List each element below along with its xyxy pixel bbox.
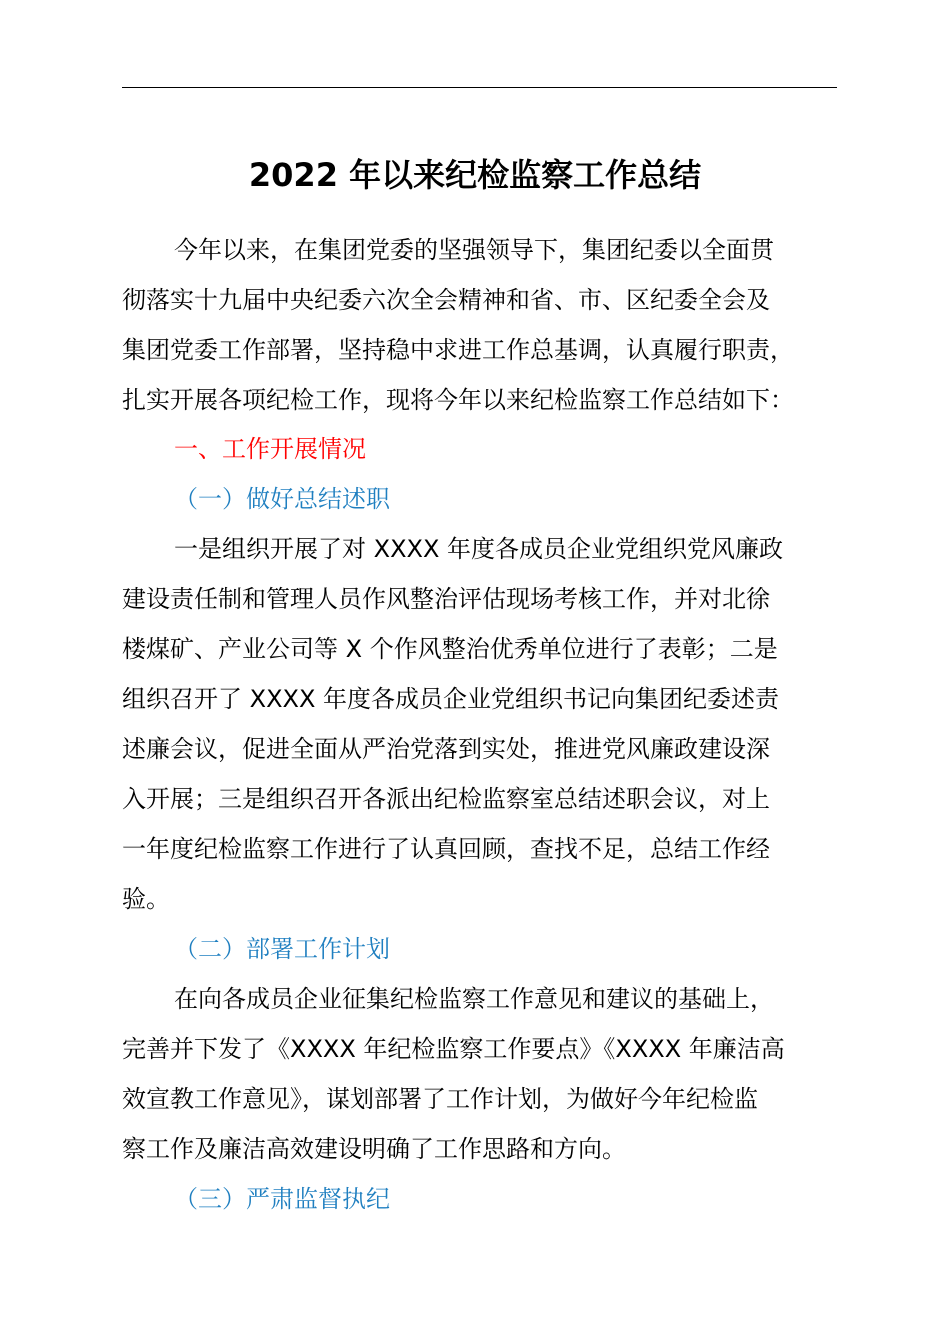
paragraph-line: 在向各成员企业征集纪检监察工作意见和建议的基础上， [174, 985, 774, 1013]
section-heading: 一、工作开展情况 [174, 435, 366, 463]
paragraph-line: 今年以来，在集团党委的坚强领导下，集团纪委以全面贯 [174, 236, 774, 264]
paragraph-line: 扎实开展各项纪检工作，现将今年以来纪检监察工作总结如下： [122, 386, 794, 414]
paragraph-line: 楼煤矿、产业公司等 X 个作风整治优秀单位进行了表彰；二是 [122, 635, 778, 663]
paragraph-line: 效宣教工作意见》，谋划部署了工作计划，为做好今年纪检监 [122, 1085, 758, 1113]
paragraph-line: 验。 [122, 885, 170, 913]
paragraph-line: 彻落实十九届中央纪委六次全会精神和省、市、区纪委全会及 [122, 286, 770, 314]
paragraph-line: 入开展；三是组织召开各派出纪检监察室总结述职会议，对上 [122, 785, 770, 813]
document-title: 2022 年以来纪检监察工作总结 [248, 156, 702, 194]
header-rule [122, 87, 837, 88]
intro-paragraph [122, 225, 844, 425]
paragraph-line: 完善并下发了《XXXX 年纪检监察工作要点》《XXXX 年廉洁高 [122, 1035, 785, 1063]
paragraph-line: 建设责任制和管理人员作风整治评估现场考核工作，并对北徐 [122, 585, 770, 613]
subsection-heading: （二）部署工作计划 [174, 935, 390, 963]
paragraph-line: 集团党委工作部署，坚持稳中求进工作总基调，认真履行职责， [122, 336, 794, 364]
paragraph-line: 察工作及廉洁高效建设明确了工作思路和方向。 [122, 1135, 626, 1163]
paragraph-line: 组织召开了 XXXX 年度各成员企业党组织书记向集团纪委述责 [122, 685, 780, 713]
paragraph-line: 一是组织开展了对 XXXX 年度各成员企业党组织党风廉政 [174, 535, 784, 563]
paragraph-line: 述廉会议，促进全面从严治党落到实处，推进党风廉政建设深 [122, 735, 770, 763]
subsection-heading: （一）做好总结述职 [174, 485, 390, 513]
section-1 [122, 424, 844, 1224]
paragraph-line: 一年度纪检监察工作进行了认真回顾，查找不足，总结工作经 [122, 835, 770, 863]
subsection-heading: （三）严肃监督执纪 [174, 1185, 390, 1213]
